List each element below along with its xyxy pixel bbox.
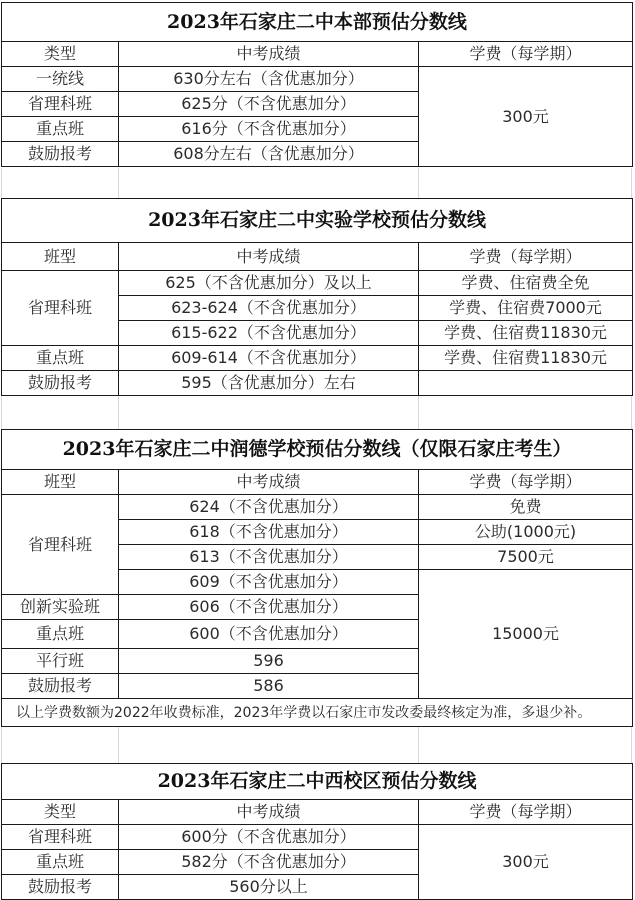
section-xixiaoqu bbox=[1, 763, 632, 900]
section-title: 2023年石家庄二中实验学校预估分数线 bbox=[2, 199, 633, 243]
header-type: 班型 bbox=[2, 470, 119, 495]
cell-fee: 学费、住宿费11830元 bbox=[419, 321, 633, 346]
cell-type: 一统线 bbox=[2, 67, 119, 92]
header-type: 班型 bbox=[2, 243, 119, 271]
cell-fee bbox=[419, 371, 633, 396]
cell-type: 省理科班 bbox=[2, 825, 119, 850]
cell-type: 鼓励报考 bbox=[2, 674, 119, 699]
table-row bbox=[2, 67, 633, 92]
header-row bbox=[2, 470, 633, 495]
header-fee: 学费（每学期） bbox=[419, 42, 633, 67]
cell-fee: 300元 bbox=[419, 67, 633, 167]
table-row bbox=[2, 495, 633, 520]
section-runde bbox=[1, 429, 632, 727]
section-title: 2023年石家庄二中本部预估分数线 bbox=[2, 3, 633, 42]
cell-score: 600（不含优惠加分） bbox=[119, 620, 419, 649]
cell-score: 609-614（不含优惠加分） bbox=[119, 346, 419, 371]
cell-type: 鼓励报考 bbox=[2, 371, 119, 396]
spacer bbox=[1, 727, 632, 763]
header-row bbox=[2, 800, 633, 825]
section-shiyan bbox=[1, 198, 632, 396]
table-shiyan bbox=[1, 198, 633, 396]
header-score: 中考成绩 bbox=[119, 42, 419, 67]
table-xixiaoqu bbox=[1, 763, 633, 900]
fee-note: 以上学费数额为2022年收费标准，2023年学费以石家庄市发改委最终核定为准，多退少补。 bbox=[2, 699, 633, 727]
cell-score: 606（不含优惠加分） bbox=[119, 595, 419, 620]
header-type: 类型 bbox=[2, 42, 119, 67]
cell-fee: 15000元 bbox=[419, 570, 633, 699]
cell-score: 595（含优惠加分）左右 bbox=[119, 371, 419, 396]
cell-type: 平行班 bbox=[2, 649, 119, 674]
header-row bbox=[2, 243, 633, 271]
section-title: 2023年石家庄二中西校区预估分数线 bbox=[2, 764, 633, 800]
header-type: 类型 bbox=[2, 800, 119, 825]
table-row bbox=[2, 825, 633, 850]
cell-score: 625（不含优惠加分）及以上 bbox=[119, 271, 419, 296]
table-runde bbox=[1, 429, 633, 727]
cell-fee: 300元 bbox=[419, 825, 633, 900]
table-row bbox=[2, 371, 633, 396]
cell-score: 608分左右（含优惠加分） bbox=[119, 142, 419, 167]
table-row bbox=[2, 346, 633, 371]
spacer bbox=[1, 396, 632, 429]
cell-fee: 学费、住宿费11830元 bbox=[419, 346, 633, 371]
cell-type: 鼓励报考 bbox=[2, 142, 119, 167]
cell-type: 重点班 bbox=[2, 346, 119, 371]
cell-score: 615-622（不含优惠加分） bbox=[119, 321, 419, 346]
table-benbu bbox=[1, 2, 633, 167]
cell-score: 613（不含优惠加分） bbox=[119, 545, 419, 570]
cell-fee: 7500元 bbox=[419, 545, 633, 570]
cell-score: 600分（不含优惠加分） bbox=[119, 825, 419, 850]
section-title: 2023年石家庄二中润德学校预估分数线（仅限石家庄考生） bbox=[2, 430, 633, 470]
header-score: 中考成绩 bbox=[119, 470, 419, 495]
cell-type: 重点班 bbox=[2, 850, 119, 875]
cell-score: 586 bbox=[119, 674, 419, 699]
cell-fee: 公助(1000元) bbox=[419, 520, 633, 545]
table-row bbox=[2, 271, 633, 296]
cell-type: 鼓励报考 bbox=[2, 875, 119, 900]
cell-score: 609（不含优惠加分） bbox=[119, 570, 419, 595]
cell-score: 596 bbox=[119, 649, 419, 674]
section-benbu bbox=[1, 2, 632, 167]
header-fee: 学费（每学期） bbox=[419, 470, 633, 495]
cell-fee: 学费、住宿费全免 bbox=[419, 271, 633, 296]
header-score: 中考成绩 bbox=[119, 243, 419, 271]
cell-score: 624（不含优惠加分） bbox=[119, 495, 419, 520]
cell-score: 560分以上 bbox=[119, 875, 419, 900]
cell-score: 618（不含优惠加分） bbox=[119, 520, 419, 545]
cell-type: 省理科班 bbox=[2, 271, 119, 346]
cell-score: 623-624（不含优惠加分） bbox=[119, 296, 419, 321]
cell-score: 616分（不含优惠加分） bbox=[119, 117, 419, 142]
header-score: 中考成绩 bbox=[119, 800, 419, 825]
cell-type: 重点班 bbox=[2, 117, 119, 142]
cell-fee: 免费 bbox=[419, 495, 633, 520]
cell-score: 582分（不含优惠加分） bbox=[119, 850, 419, 875]
cell-type: 创新实验班 bbox=[2, 595, 119, 620]
cell-type: 重点班 bbox=[2, 620, 119, 649]
cell-type: 省理科班 bbox=[2, 92, 119, 117]
cell-score: 625分（不含优惠加分） bbox=[119, 92, 419, 117]
header-fee: 学费（每学期） bbox=[419, 243, 633, 271]
header-row bbox=[2, 42, 633, 67]
header-fee: 学费（每学期） bbox=[419, 800, 633, 825]
cell-type: 省理科班 bbox=[2, 495, 119, 595]
spacer bbox=[1, 168, 632, 198]
cell-score: 630分左右（含优惠加分） bbox=[119, 67, 419, 92]
cell-fee: 学费、住宿费7000元 bbox=[419, 296, 633, 321]
